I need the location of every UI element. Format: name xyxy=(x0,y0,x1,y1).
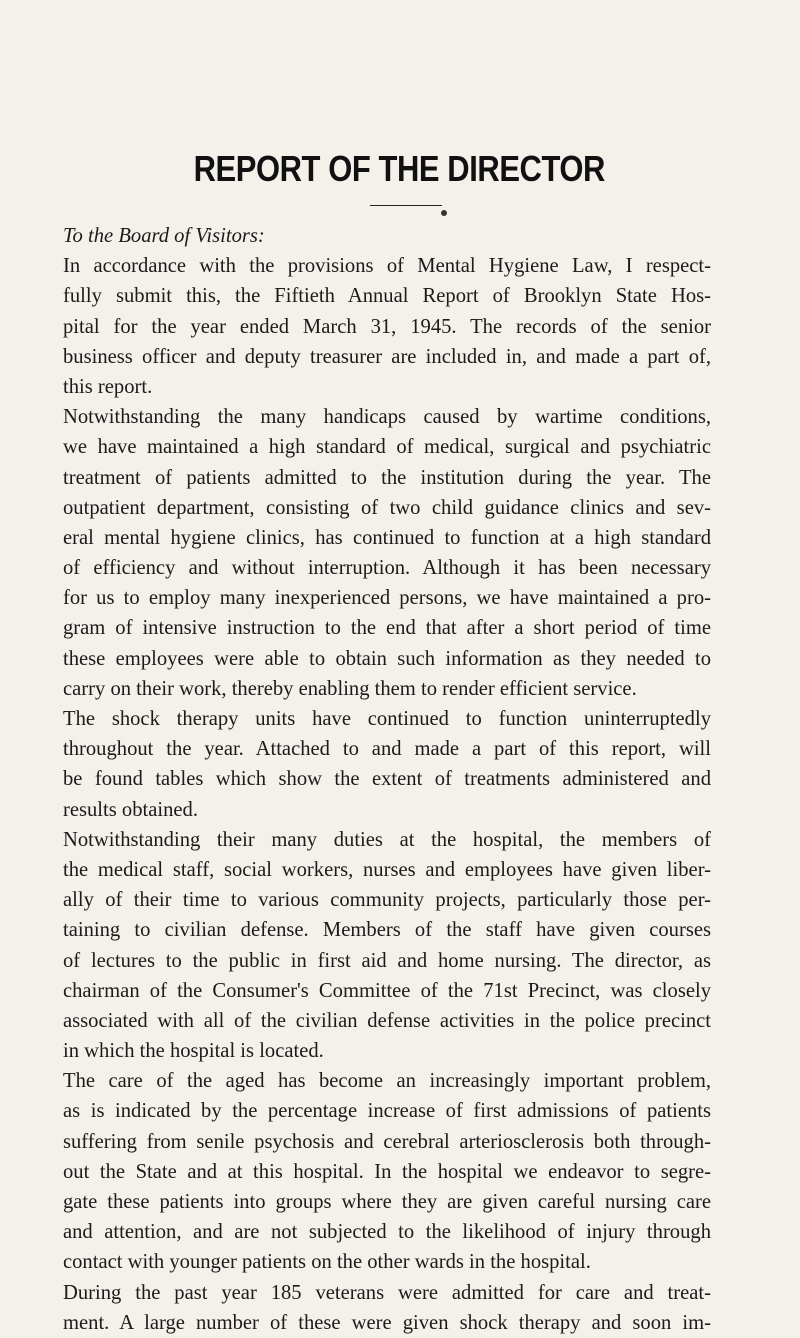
text-line: The care of the aged has become an increasingly important problem, xyxy=(63,1070,711,1093)
salutation: To the Board of Visitors: xyxy=(63,225,265,247)
text-line: for us to employ many inexperienced persons, we have maintained a pro- xyxy=(63,587,711,610)
text-line: gate these patients into groups where they are given careful nursing care xyxy=(63,1191,711,1213)
text-line: this report. xyxy=(63,375,153,398)
text-line: and attention, and are not subjected to the likelihood of injury through xyxy=(63,1221,711,1244)
text-line: Notwithstanding their many duties at the hospital, the members of xyxy=(63,828,711,851)
text-line: associated with all of the civilian defense activities in the police precinct xyxy=(63,1009,711,1032)
divider-dot xyxy=(441,210,447,216)
text-line: ment. A large number of these were given shock therapy and soon im- xyxy=(63,1311,711,1334)
text-line: Notwithstanding the many handicaps caused by wartime conditions, xyxy=(63,406,711,429)
text-line: outpatient department, consisting of two child guidance clinics and sev- xyxy=(63,496,711,519)
text-line: of lectures to the public in first aid and home nursing. The director, as xyxy=(63,949,711,972)
text-line: The shock therapy units have continued to function uninterruptedly xyxy=(63,708,711,730)
text-line: business officer and deputy treasurer are included in, and made a part of, xyxy=(63,345,711,368)
text-line: contact with younger patients on the other wards in the hospital. xyxy=(63,1251,591,1274)
text-line: pital for the year ended March 31, 1945. The records of the senior xyxy=(63,315,711,338)
text-line: as is indicated by the percentage increase of first admissions of patients xyxy=(63,1100,711,1123)
text-line: ally of their time to various community projects, particularly those per- xyxy=(63,889,711,912)
text-line: eral mental hygiene clinics, has continued to function at a high standard xyxy=(63,526,711,549)
text-line: fully submit this, the Fiftieth Annual Report of Brooklyn State Hos- xyxy=(63,285,711,308)
page-title: REPORT OF THE DIRECTOR xyxy=(193,148,605,189)
text-line: the medical staff, social workers, nurses and employees have given liber- xyxy=(63,858,711,881)
text-line: taining to civilian defense. Members of the staff have given courses xyxy=(63,919,711,942)
text-line: results obtained. xyxy=(63,798,198,821)
text-line: treatment of patients admitted to the institution during the year. The xyxy=(63,466,711,489)
text-line: During the past year 185 veterans were admitted for care and treat- xyxy=(63,1281,711,1304)
text-line: chairman of the Consumer's Committee of the 71st Precinct, was closely xyxy=(63,979,711,1002)
text-line: we have maintained a high standard of medical, surgical and psychiatric xyxy=(63,436,711,459)
text-line: these employees were able to obtain such information as they needed to xyxy=(63,647,711,670)
text-line: suffering from senile psychosis and cerebral arteriosclerosis both through- xyxy=(63,1130,711,1153)
text-line: be found tables which show the extent of treatments administered and xyxy=(63,768,711,791)
title-divider xyxy=(370,205,442,206)
text-line: out the State and at this hospital. In the hospital we endeavor to segre- xyxy=(63,1160,711,1183)
text-line: gram of intensive instruction to the end that after a short period of time xyxy=(63,617,711,640)
text-line: In accordance with the provisions of Mental Hygiene Law, I respect- xyxy=(63,255,711,278)
text-line: carry on their work, thereby enabling them to render efficient service. xyxy=(63,677,637,700)
report-body xyxy=(63,221,711,1338)
text-line: throughout the year. Attached to and made a part of this report, will xyxy=(63,738,711,761)
text-line: in which the hospital is located. xyxy=(63,1040,324,1063)
text-line: of efficiency and without interruption. Although it has been necessary xyxy=(63,557,711,580)
